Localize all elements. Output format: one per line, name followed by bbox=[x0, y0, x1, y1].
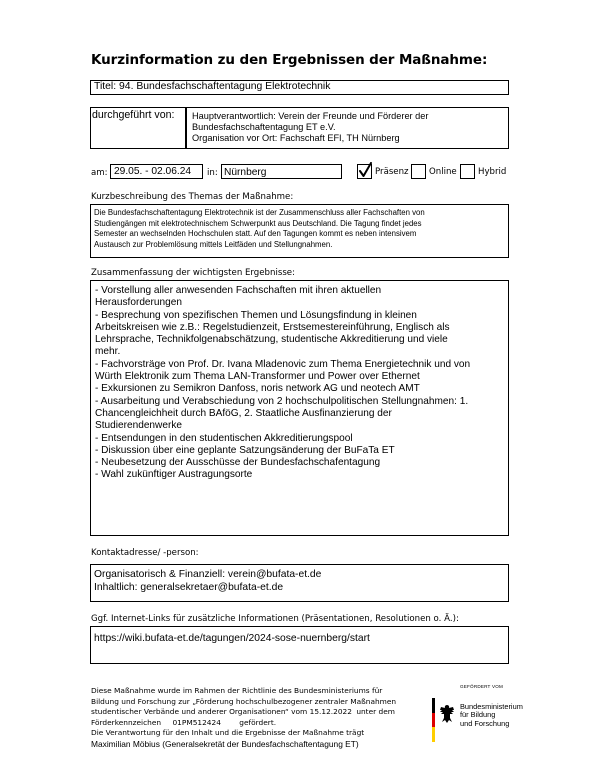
hybrid-checkbox[interactable] bbox=[460, 164, 475, 179]
date-value: 29.05. - 02.06.24 bbox=[114, 166, 192, 177]
ergebnis-line-8: Würth Elektronik zum Thema LAN-Transformer und Power over Ethernet bbox=[95, 371, 420, 383]
kontakt-line-2: Inhaltlich: generalsekretaer@bufata-et.de bbox=[94, 581, 284, 593]
footer-line-5: Die Verantwortung für den Inhalt und die Ergebnisse der Maßnahme trägt bbox=[91, 728, 365, 738]
title-field[interactable] bbox=[90, 80, 509, 95]
praesenz-checkbox[interactable] bbox=[357, 164, 372, 179]
ergebnis-line-10: - Ausarbeitung und Verabschiedung von 2 hochschulpolitischen Stellungnahmen: 1. bbox=[95, 395, 469, 407]
praesenz-label: Präsenz bbox=[375, 167, 409, 177]
flag-bar bbox=[432, 698, 435, 742]
durchgefuehrt-line-3: Organisation vor Ort: Fachschaft EFI, TH Nürnberg bbox=[192, 133, 400, 143]
location-field[interactable] bbox=[221, 164, 342, 179]
kontakt-line-1: Organisatorisch & Finanziell: verein@bufata-et.de bbox=[94, 569, 322, 580]
kurzbeschreibung-line-2: Studiengängen mit elektrotechnischem Schwerpunkt aus Deutschland. Die Tagung findet jedes bbox=[94, 218, 422, 228]
ergebnis-line-16: - Wahl zukünftiger Austragungsorte bbox=[95, 469, 253, 481]
kurzbeschreibung-line-1: Die Bundesfachschaftentagung Elektrotechnik ist der Zusammenschluss aller Fachschaften von bbox=[94, 208, 425, 217]
zusammenfassung-field[interactable] bbox=[90, 280, 509, 536]
footer-line-4-suffix: gefördert. bbox=[239, 717, 277, 727]
kontakt-label: Kontaktadresse/ -person: bbox=[91, 548, 199, 558]
durchgefuehrt-label-box bbox=[90, 107, 186, 149]
ergebnis-line-1: - Vorstellung aller anwesenden Fachschaften mit ihren aktuellen bbox=[95, 285, 382, 296]
date-field[interactable] bbox=[110, 164, 203, 179]
links-label: Ggf. Internet-Links für zusätzliche Informationen (Präsentationen, Resolutionen o. Ä.): bbox=[91, 614, 459, 624]
in-label: in: bbox=[207, 168, 218, 178]
durchgefuehrt-field[interactable] bbox=[186, 107, 509, 149]
ergebnis-line-4: Arbeitskreisen wie z.B.: Regelstudienzeit, Erstsemestereinführung, Englisch als bbox=[95, 321, 450, 333]
ergebnis-line-14: - Diskussion über eine geplante Satzungsänderung der BuFaTa ET bbox=[95, 444, 395, 456]
bmbf-name-2: für Bildung bbox=[460, 710, 496, 720]
footer-line-4-text: Förderkennzeichen bbox=[91, 717, 162, 727]
durchgefuehrt-line-2: Bundesfachschaftentagung ET e.V. bbox=[192, 122, 336, 132]
ergebnis-line-7: - Fachvorsträge von Prof. Dr. Ivana Mladenovic zum Thema Energietechnik und von bbox=[95, 358, 471, 370]
footer-line-4 bbox=[91, 718, 411, 729]
bmbf-name-1: Bundesministerium bbox=[460, 702, 523, 711]
online-label: Online bbox=[429, 167, 457, 177]
ergebnis-line-15: - Neubesetzung der Ausschüsse der Bundesfachschafentagung bbox=[95, 457, 381, 469]
durchgefuehrt-label: durchgeführt von: bbox=[92, 109, 175, 121]
location-value: Nürnberg bbox=[224, 167, 267, 178]
ergebnis-line-6: mehr. bbox=[95, 346, 121, 358]
ergebnis-line-2: Herausforderungen bbox=[95, 297, 182, 309]
gefoerdert-label: GEFÖRDERT VOM bbox=[460, 684, 504, 689]
footer-line-3-text: studentischer Verbände und anderer Organisationen“ vom bbox=[91, 707, 308, 717]
links-field[interactable] bbox=[90, 626, 509, 664]
footer-line-3 bbox=[91, 707, 411, 718]
footer-line-2: Bildung und Forschung zur „Förderung hochschulbezogener zentraler Maßnahmen bbox=[91, 696, 397, 706]
footer-line-6: Maximilian Möbius (Generalsekretät der Bundesfachschaftentagung ET) bbox=[91, 738, 359, 749]
checkmark-icon bbox=[358, 162, 373, 179]
footer-text bbox=[91, 686, 411, 750]
ergebnis-line-11: Chancengleichheit durch BAföG, 2. Staatliche Ausfinanzierung der bbox=[95, 407, 392, 419]
title-value: Titel: 94. Bundesfachschaftentagung Elektrotechnik bbox=[94, 81, 331, 92]
durchgefuehrt-line-1: Hauptverantwortlich: Verein der Freunde und Förderer der bbox=[192, 111, 429, 121]
footer-line-3-suffix: unter dem bbox=[356, 707, 395, 717]
federal-eagle-icon bbox=[439, 704, 455, 724]
links-url[interactable]: https://wiki.bufata-et.de/tagungen/2024-sose-nuernberg/start bbox=[94, 633, 370, 644]
foerderkennzeichen: 01PM512424 bbox=[172, 717, 221, 727]
footer-line-1: Diese Maßnahme wurde im Rahmen der Richtlinie des Bundesministeriums für bbox=[91, 686, 383, 695]
ergebnis-line-12: Studierendenwerke bbox=[95, 420, 182, 432]
zusammenfassung-label: Zusammenfassung der wichtigsten Ergebnisse: bbox=[91, 268, 295, 278]
kurzbeschreibung-field[interactable] bbox=[90, 204, 509, 258]
bmbf-name-3: und Forschung bbox=[460, 718, 510, 728]
hybrid-label: Hybrid bbox=[478, 167, 507, 177]
kurzbeschreibung-line-3: Semester an wechselnden Hochschulen statt. Auf den Tagungen kommt es neben intensivem bbox=[94, 229, 417, 239]
bmbf-logo bbox=[420, 684, 540, 764]
am-label: am: bbox=[91, 168, 108, 178]
ergebnis-line-9: - Exkursionen zu Semikron Danfoss, noris network AG und neotech AMT bbox=[95, 383, 420, 395]
kurzbeschreibung-line-4: Austausch zur Problemlösung mittels Leitfäden und Stellungnahmen. bbox=[94, 239, 333, 249]
ergebnis-line-5: Lehrsprache, Technikfolgenabschätzung, studentische Akkreditierung und viele bbox=[95, 334, 448, 346]
ergebnis-line-3: - Besprechung von spezifischen Themen und Lösungsfindung in kleinen bbox=[95, 309, 417, 321]
kontakt-field[interactable] bbox=[90, 564, 509, 602]
ergebnis-line-13: - Entsendungen in den studentischen Akkreditierungspool bbox=[95, 432, 353, 444]
richtlinie-date: 15.12.2022 bbox=[309, 707, 352, 717]
online-checkbox[interactable] bbox=[411, 164, 426, 179]
page-title: Kurzinformation zu den Ergebnissen der Maßnahme: bbox=[91, 52, 488, 68]
kurzbeschreibung-label: Kurzbeschreibung des Themas der Maßnahme: bbox=[91, 192, 294, 202]
